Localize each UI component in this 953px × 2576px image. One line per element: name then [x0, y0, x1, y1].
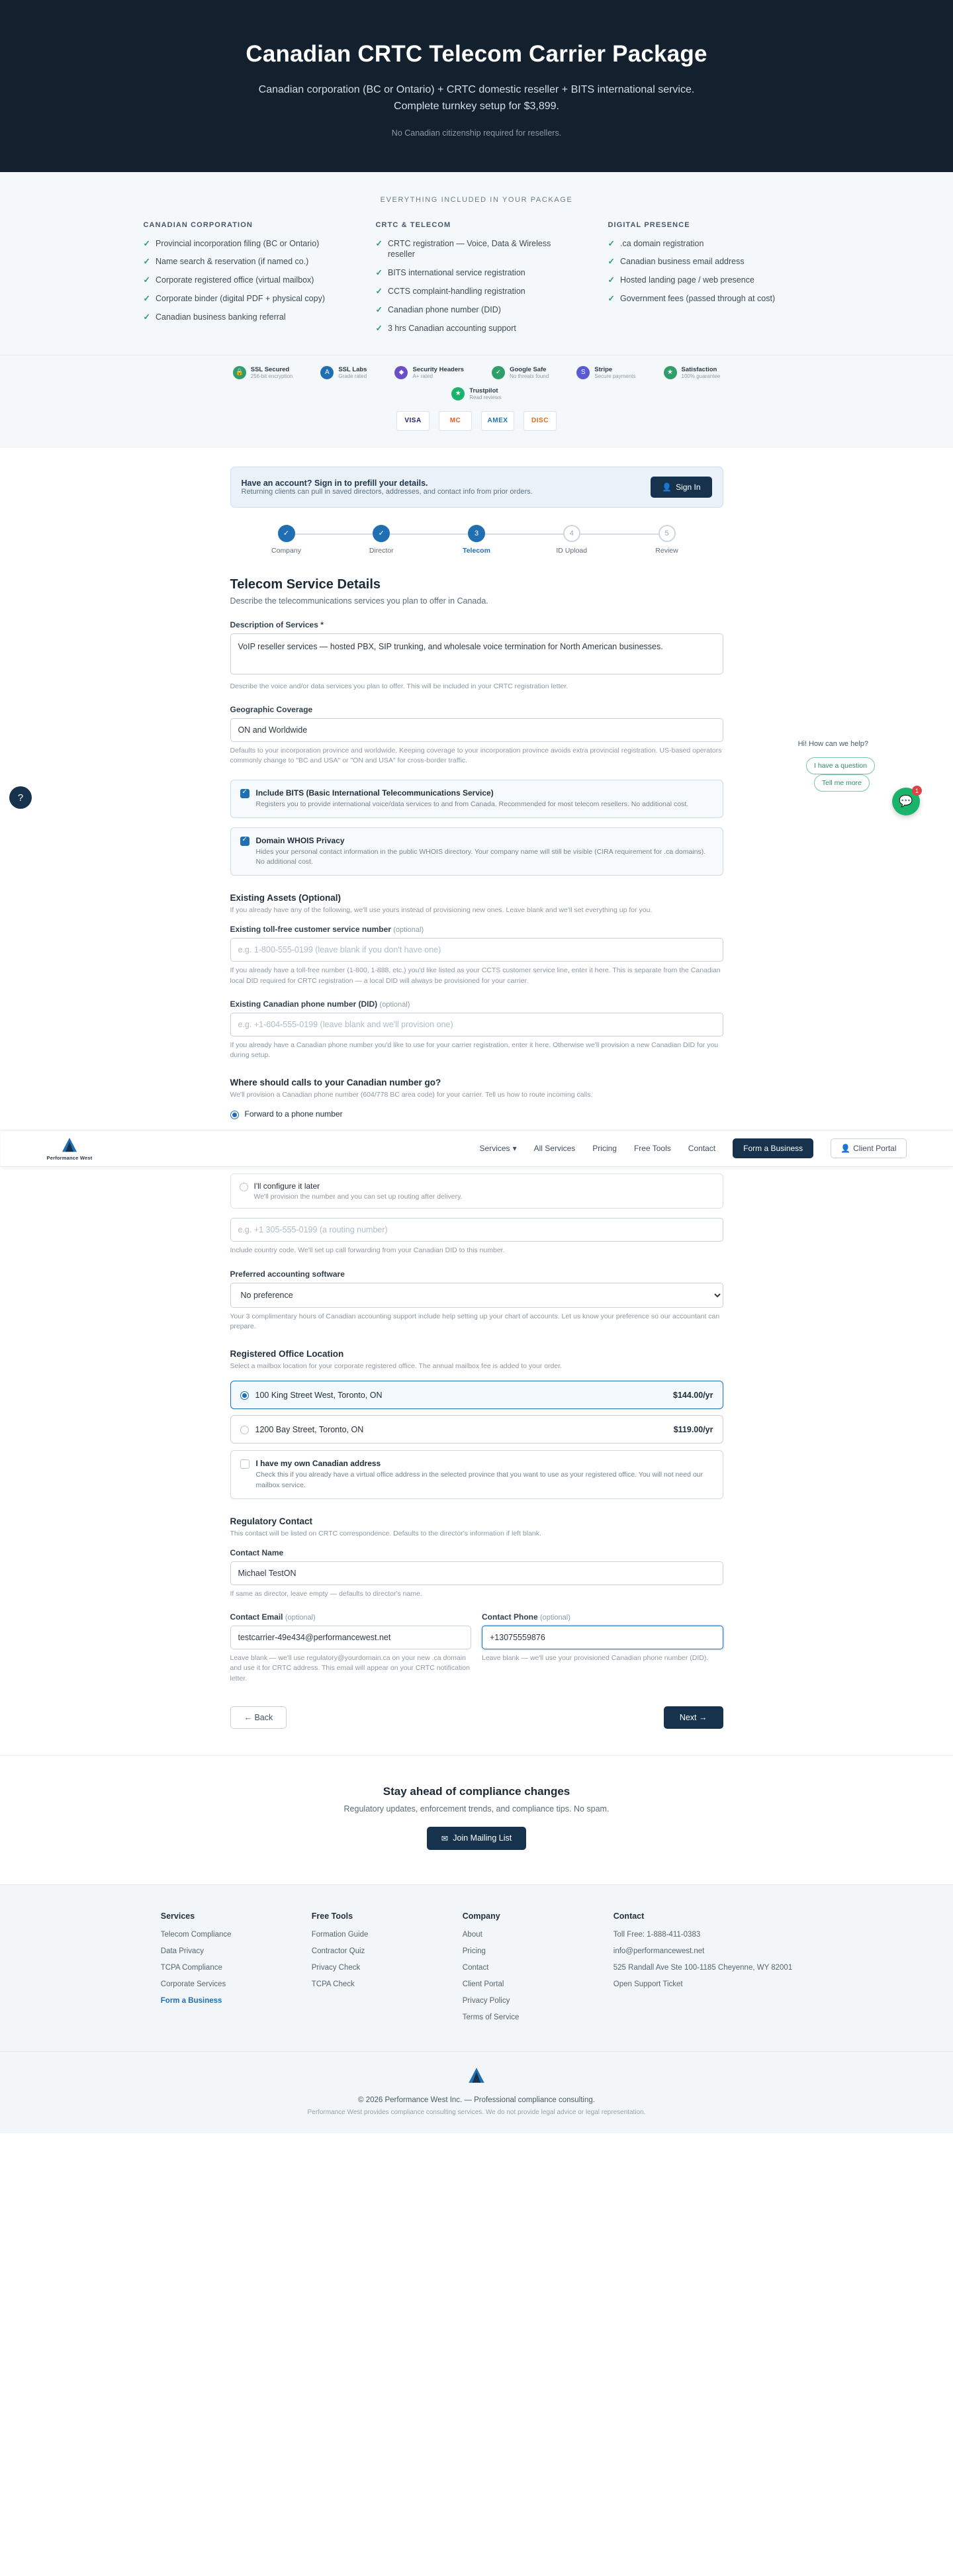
contact-email-label-text: Contact Email [230, 1612, 283, 1622]
trust-sub: 100% guarantee [681, 373, 721, 379]
trust-name: Trustpilot [469, 387, 498, 394]
routing-heading: Where should calls to your Canadian number go? [230, 1078, 441, 1088]
help-button[interactable] [9, 786, 32, 809]
optional-tag: (optional) [393, 926, 424, 935]
check-icon: ✓ [143, 238, 150, 248]
contact-phone-input[interactable] [482, 1626, 723, 1649]
trustpilot-star-icon: ★ [451, 387, 465, 400]
trust-badge-google-safe [492, 366, 549, 379]
tollfree-field-group [230, 925, 723, 986]
feature-label: Government fees (passed through at cost) [619, 294, 776, 304]
contact-email-help: Leave blank — we'll use regulatory@yourdomain.ca on your new .ca domain and use it for CRTC address. This email will appear on your CRTC notification letter. [230, 1654, 470, 1682]
whois-checkbox[interactable] [240, 837, 250, 846]
optional-tag: (optional) [285, 1614, 316, 1622]
top-navigation-bar [1, 1130, 953, 1167]
tollfree-input[interactable] [230, 938, 723, 962]
mailing-title: Stay ahead of compliance changes [383, 1784, 570, 1798]
logo-text: Performance West [46, 1154, 93, 1161]
headers-icon: ◆ [394, 366, 408, 379]
feature-item [376, 286, 578, 297]
own-address-checkbox[interactable] [240, 1459, 250, 1469]
forward-number-input[interactable] [230, 1218, 723, 1242]
signin-banner [230, 467, 723, 508]
contact-email-label [230, 1612, 472, 1622]
step-bubble: 5 [658, 525, 676, 542]
trust-sub: Read reviews [469, 394, 502, 400]
feature-label: Corporate binder (digital PDF + physical copy) [155, 294, 326, 304]
feature-label: BITS international service registration [387, 268, 525, 278]
footer-disclaimer: Performance West provides compliance consulting services. We do not provide legal advice or legal representation. [307, 2109, 646, 2117]
check-icon: ✓ [143, 312, 150, 322]
nav-portal-label: Client Portal [853, 1144, 897, 1154]
footer-link[interactable]: Privacy Policy [462, 1997, 510, 2005]
sign-in-label: Sign In [676, 482, 701, 492]
step-label: Telecom [463, 546, 490, 555]
chevron-down-icon: ▾ [512, 1144, 517, 1154]
trustpilot-row [0, 386, 953, 407]
column-heading: CANADIAN CORPORATION [143, 220, 253, 229]
coverage-input[interactable] [230, 718, 723, 742]
feature-item [608, 293, 810, 304]
footer-column-company [463, 1911, 562, 2029]
sign-in-button[interactable] [651, 477, 711, 498]
footer-bottom [0, 2051, 953, 2116]
step-label: Review [655, 546, 678, 555]
step-review[interactable] [631, 525, 703, 555]
whois-desc: Hides your personal contact information in the public WHOIS directory. Your company name will still be visible (CIRA requirement for .ca domains). No additional cost. [255, 847, 706, 866]
user-circle-icon: 👤 [840, 1144, 851, 1154]
trust-badges-row [0, 355, 953, 386]
chat-unread-badge: 1 [912, 786, 922, 796]
step-telecom[interactable] [440, 525, 513, 555]
amex-icon: AMEX [481, 411, 514, 431]
routing-help: We'll provision a Canadian phone number (604/778 BC area code) for your carrier. Tell us how to route incoming calls. [230, 1091, 593, 1099]
page-title: Canadian CRTC Telecom Carrier Package [246, 41, 707, 67]
check-icon: ✓ [608, 275, 615, 285]
join-mailing-list-label: Join Mailing List [453, 1833, 512, 1843]
trust-badge-security-headers [394, 366, 464, 379]
step-label: ID Upload [556, 546, 588, 555]
nav-links [480, 1138, 907, 1158]
nav-item-all-services[interactable]: All Services [533, 1144, 576, 1154]
routing-later-desc: We'll provision the number and you can set up routing after delivery. [253, 1193, 463, 1201]
section-title: Telecom Service Details [230, 576, 381, 592]
check-icon: ✓ [375, 238, 383, 248]
nav-client-portal-button[interactable] [831, 1138, 906, 1158]
routing-option-forward[interactable] [230, 1109, 723, 1119]
hero-section [0, 0, 953, 172]
contact-email-input[interactable] [230, 1626, 472, 1649]
description-field-group [230, 620, 723, 692]
trust-name: Stripe [594, 365, 613, 373]
footer-link[interactable]: Terms of Service [462, 2013, 520, 2022]
feature-label: Canadian phone number (DID) [387, 305, 501, 315]
trust-sub: Grade rated [338, 373, 367, 379]
discover-icon: DISC [523, 411, 557, 431]
coverage-label: Geographic Coverage [230, 705, 313, 715]
join-mailing-list-button[interactable] [427, 1827, 526, 1850]
trust-badge-ssl-secured [233, 366, 293, 379]
coverage-help: Defaults to your incorporation province and worldwide. Keeping coverage to your incorporation province avoids extra provincial registration. US-based operators commonly change to "BC and USA" or "ON and USA" for cross-border traffic. [230, 747, 722, 765]
included-columns [0, 221, 953, 342]
check-icon: ✓ [608, 257, 615, 267]
chat-launcher-button[interactable] [892, 788, 920, 815]
trust-sub: 256-bit encryption [250, 373, 293, 379]
feature-item [376, 304, 578, 316]
description-help: Describe the voice and/or data services you plan to offer. This will be included in your CRTC registration letter. [230, 682, 568, 690]
feature-label: Corporate registered office (virtual mailbox) [155, 275, 314, 285]
feature-label: .ca domain registration [619, 238, 704, 248]
check-icon: ✓ [608, 238, 615, 248]
feature-label: CRTC registration — Voice, Data & Wireless reseller [387, 238, 551, 259]
trust-badge-trustpilot[interactable] [451, 387, 501, 400]
feature-item [608, 256, 810, 267]
footer-link[interactable]: Telecom Compliance [160, 1930, 232, 1939]
footer-link[interactable]: TCPA Compliance [160, 1964, 222, 1972]
footer [0, 1884, 953, 2134]
mastercard-icon: MC [439, 411, 472, 431]
column-heading: CRTC & TELECOM [375, 220, 451, 229]
included-column-corporation [144, 221, 345, 342]
shield-icon: A [320, 366, 334, 379]
nav-item-free-tools[interactable]: Free Tools [633, 1144, 671, 1154]
footer-column-services [161, 1911, 260, 2029]
payment-cards-row [0, 407, 953, 448]
routing-forward-label: Forward to a phone number [244, 1109, 343, 1119]
regulatory-heading: Regulatory Contact [230, 1516, 313, 1526]
office-option-king-street[interactable] [230, 1381, 723, 1409]
back-button[interactable]: ← Back [230, 1706, 287, 1729]
did-label [230, 999, 723, 1009]
own-address-checkbox-card[interactable] [230, 1450, 723, 1498]
trust-name: SSL Labs [338, 365, 367, 373]
check-icon: ✓ [143, 257, 150, 267]
footer-link[interactable]: Contractor Quiz [311, 1947, 365, 1955]
footer-link[interactable]: Formation Guide [311, 1930, 369, 1939]
contact-email-field-group [230, 1612, 472, 1684]
contact-name-field-group [230, 1548, 723, 1599]
tollfree-label-text: Existing toll-free customer service number [230, 925, 391, 935]
nav-item-contact[interactable]: Contact [688, 1144, 716, 1154]
coverage-field-group [230, 705, 723, 766]
chat-option-tell-me-more[interactable]: Tell me more [814, 774, 870, 792]
next-button[interactable]: Next → [664, 1706, 723, 1729]
tollfree-label [230, 925, 723, 934]
logo[interactable] [47, 1136, 93, 1161]
signin-subtitle: Returning clients can pull in saved directors, addresses, and contact info from prior orders. [241, 487, 533, 496]
check-icon: ✓ [375, 323, 383, 333]
check-icon: ✓ [375, 268, 383, 278]
check-icon: ✓ [143, 275, 150, 285]
sticky-nav-wrapper [1, 1130, 953, 1167]
footer-columns [0, 1911, 953, 2029]
footer-link-form-a-business[interactable]: Form a Business [160, 1997, 222, 2005]
step-bubble: 4 [563, 525, 580, 542]
footer-phone: Toll Free: 1-888-411-0383 [613, 1930, 701, 1939]
trust-name: Google Safe [510, 365, 547, 373]
accounting-select[interactable] [230, 1283, 723, 1308]
chat-greeting: Hi! How can we help? [797, 740, 868, 748]
feature-label: Hosted landing page / web presence [619, 275, 754, 285]
chat-option-question[interactable]: I have a question [806, 757, 875, 774]
column-heading: DIGITAL PRESENCE [608, 220, 690, 229]
feature-item [144, 238, 345, 250]
check-icon: ✓ [608, 294, 615, 304]
contact-email-phone-row [230, 1612, 723, 1684]
nav-label: Services [479, 1144, 510, 1154]
feature-label: Canadian business email address [619, 257, 745, 267]
feature-item [608, 275, 810, 286]
trust-badge-ssl-labs [320, 366, 367, 379]
contact-phone-label-text: Contact Phone [482, 1612, 538, 1622]
bits-desc: Registers you to provide international voice/data services to and from Canada. Recommended for most telecom resellers. No additional cost. [255, 800, 689, 808]
step-company[interactable] [250, 525, 323, 555]
footer-link[interactable]: Contact [462, 1964, 489, 1972]
accounting-label: Preferred accounting software [230, 1269, 345, 1279]
chat-bubble-icon: 💬 [899, 795, 913, 807]
step-label: Director [369, 546, 394, 555]
question-mark-icon: ? [17, 792, 24, 804]
footer-link[interactable]: Corporate Services [160, 1980, 226, 1989]
nav-item-services[interactable] [480, 1144, 517, 1153]
feature-item [376, 238, 578, 261]
stripe-icon: S [576, 366, 590, 379]
contact-phone-help: Leave blank — we'll use your provisioned Canadian phone number (DID). [482, 1654, 709, 1663]
routing-option-later[interactable] [230, 1173, 723, 1209]
office-help: Select a mailbox location for your corporate registered office. The annual mailbox fee is added to your order. [230, 1362, 563, 1371]
description-textarea[interactable] [230, 633, 723, 674]
section-subtitle: Describe the telecommunications services you plan to offer in Canada. [230, 596, 488, 606]
footer-heading: Company [462, 1911, 500, 1921]
trust-sub: Secure payments [594, 373, 636, 379]
existing-assets-heading: Existing Assets (Optional) [230, 893, 341, 903]
whois-checkbox-card[interactable] [230, 827, 723, 876]
nav-form-a-business-button[interactable]: Form a Business [733, 1138, 813, 1158]
trust-name: Satisfaction [681, 365, 717, 373]
nav-item-pricing[interactable]: Pricing [592, 1144, 617, 1154]
feature-item [608, 238, 810, 250]
contact-name-label: Contact Name [230, 1548, 284, 1557]
radio-configure-later[interactable] [240, 1183, 248, 1191]
footer-link[interactable]: Pricing [462, 1947, 486, 1955]
trust-sub: A+ rated [412, 373, 433, 379]
logo-mark-icon [58, 1136, 81, 1154]
feature-item [144, 293, 345, 304]
routing-later-label: I'll configure it later [253, 1181, 320, 1191]
bits-checkbox[interactable] [240, 789, 250, 798]
feature-label: CCTS complaint-handling registration [387, 287, 525, 297]
included-column-digital [608, 221, 810, 342]
included-eyebrow: EVERYTHING INCLUDED IN YOUR PACKAGE [380, 195, 573, 204]
user-icon: 👤 [662, 482, 672, 492]
footer-email[interactable]: info@performancewest.net [613, 1947, 705, 1955]
bits-checkbox-card[interactable] [230, 780, 723, 818]
feature-item [144, 312, 345, 323]
optional-tag: (optional) [540, 1614, 570, 1622]
radio-office-king-street[interactable] [240, 1391, 249, 1400]
existing-assets-help: If you already have any of the following, we'll use yours instead of provisioning new ones. Leave blank and we'll set everything up for you. [230, 906, 653, 915]
footer-column-contact [613, 1911, 792, 2029]
office-price: $119.00/yr [673, 1424, 713, 1434]
check-icon: ✓ [375, 305, 383, 315]
check-icon: ✓ [375, 287, 383, 297]
feature-label: Canadian business banking referral [155, 312, 286, 322]
trust-sub: No threats found [510, 373, 549, 379]
footer-logo-icon [465, 2066, 488, 2085]
feature-label: Provincial incorporation filing (BC or Ontario) [155, 238, 320, 248]
step-id-upload[interactable] [535, 525, 608, 555]
regulatory-help: This contact will be listed on CRTC correspondence. Defaults to the director's information if left blank. [230, 1529, 541, 1538]
contact-phone-label [482, 1612, 723, 1622]
check-circle-icon: ✓ [492, 366, 505, 379]
radio-forward[interactable] [230, 1111, 239, 1119]
footer-column-free-tools [312, 1911, 411, 2029]
envelope-icon: ✉ [441, 1833, 449, 1843]
footer-address: 525 Randall Ave Ste 100-1185 Cheyenne, WY 82001 [613, 1964, 793, 1972]
step-bubble: 3 [468, 525, 485, 542]
footer-link[interactable]: Data Privacy [160, 1947, 204, 1955]
office-price: $144.00/yr [673, 1390, 713, 1400]
visa-icon: VISA [396, 411, 430, 431]
footer-heading: Contact [613, 1911, 645, 1921]
step-bubble: ✓ [373, 525, 390, 542]
description-label: Description of Services * [230, 620, 324, 629]
contact-name-help: If same as director, leave empty — defaults to director's name. [230, 1590, 422, 1598]
did-field-group [230, 999, 723, 1060]
star-icon: ★ [664, 366, 677, 379]
footer-link[interactable]: TCPA Check [311, 1980, 355, 1989]
progress-stepper [250, 525, 703, 555]
step-director[interactable] [345, 525, 418, 555]
did-help: If you already have a Canadian phone number you'd like to use for your carrier registration, enter it here. Otherwise we'll provision a new Canadian DID for you during setup. [230, 1040, 719, 1060]
lock-icon: 🔒 [233, 366, 246, 379]
mailing-subtitle: Regulatory updates, enforcement trends, and compliance tips. No spam. [343, 1804, 610, 1814]
office-heading: Registered Office Location [230, 1349, 344, 1359]
mailing-list-section [0, 1755, 953, 1884]
footer-link[interactable]: About [462, 1930, 482, 1939]
whois-title: Domain WHOIS Privacy [255, 835, 345, 845]
form-section [0, 448, 953, 1755]
tollfree-help: If you already have a toll-free number (1-800, 1-888, etc.) you'd like listed as your CCTS customer service line, enter it here. This is separate from the Canadian local DID required for CRTC registration — a local DID will always be provisioned for your carrier. [230, 966, 721, 985]
trust-name: Security Headers [412, 365, 465, 373]
did-label-text: Existing Canadian phone number (DID) [230, 999, 378, 1009]
feature-label: Name search & reservation (if named co.) [155, 257, 309, 267]
signin-title: Have an account? Sign in to prefill your details. [241, 478, 428, 488]
trust-badge-satisfaction [664, 366, 721, 379]
feature-item [376, 323, 578, 334]
hero-subtitle: Canadian corporation (BC or Ontario) + CRTC domestic reseller + BITS international service. Complete turnkey setup for $3,899. [258, 84, 695, 112]
form-navigation-row [230, 1706, 723, 1729]
did-input[interactable] [230, 1013, 723, 1036]
accounting-help: Your 3 complimentary hours of Canadian accounting support include help setting up your chart of accounts. Let us know your preference so our accountant can prepare. [230, 1312, 720, 1330]
included-column-telecom [376, 221, 578, 342]
check-icon: ✓ [143, 294, 150, 304]
trust-badge-stripe [576, 366, 635, 379]
bits-title: Include BITS (Basic International Telecommunications Service) [255, 788, 494, 798]
contact-name-input[interactable] [230, 1561, 723, 1585]
feature-item [144, 256, 345, 267]
optional-tag: (optional) [379, 1000, 410, 1009]
footer-link[interactable]: Privacy Check [311, 1964, 361, 1972]
feature-item [144, 275, 345, 286]
included-section [0, 172, 953, 355]
forward-number-field-group [230, 1218, 723, 1256]
trust-name: SSL Secured [250, 365, 290, 373]
feature-label: 3 hrs Canadian accounting support [387, 323, 516, 333]
own-address-title: I have my own Canadian address [255, 1459, 381, 1469]
office-name: 100 King Street West, Toronto, ON [255, 1390, 383, 1400]
step-label: Company [271, 546, 301, 555]
forward-number-help: Include country code. We'll set up call forwarding from your Canadian DID to this number. [230, 1246, 505, 1255]
footer-support-ticket-link[interactable]: Open Support Ticket [613, 1980, 683, 1989]
contact-phone-field-group [482, 1612, 723, 1684]
step-bubble: ✓ [278, 525, 295, 542]
office-option-bay-street[interactable] [230, 1415, 723, 1444]
accounting-field-group [230, 1269, 723, 1332]
footer-copyright: © 2026 Performance West Inc. — Professional compliance consulting. [358, 2096, 595, 2105]
radio-office-bay-street[interactable] [240, 1426, 249, 1434]
footer-link[interactable]: Client Portal [462, 1980, 504, 1989]
own-address-desc: Check this if you already have a virtual office address in the selected province that you want to use as your registered office. You will not need our mailbox service. [255, 1471, 703, 1489]
feature-item [376, 267, 578, 279]
footer-heading: Services [160, 1911, 195, 1921]
hero-note: No Canadian citizenship required for resellers. [391, 128, 562, 138]
footer-heading: Free Tools [311, 1911, 353, 1921]
office-name: 1200 Bay Street, Toronto, ON [255, 1424, 364, 1434]
